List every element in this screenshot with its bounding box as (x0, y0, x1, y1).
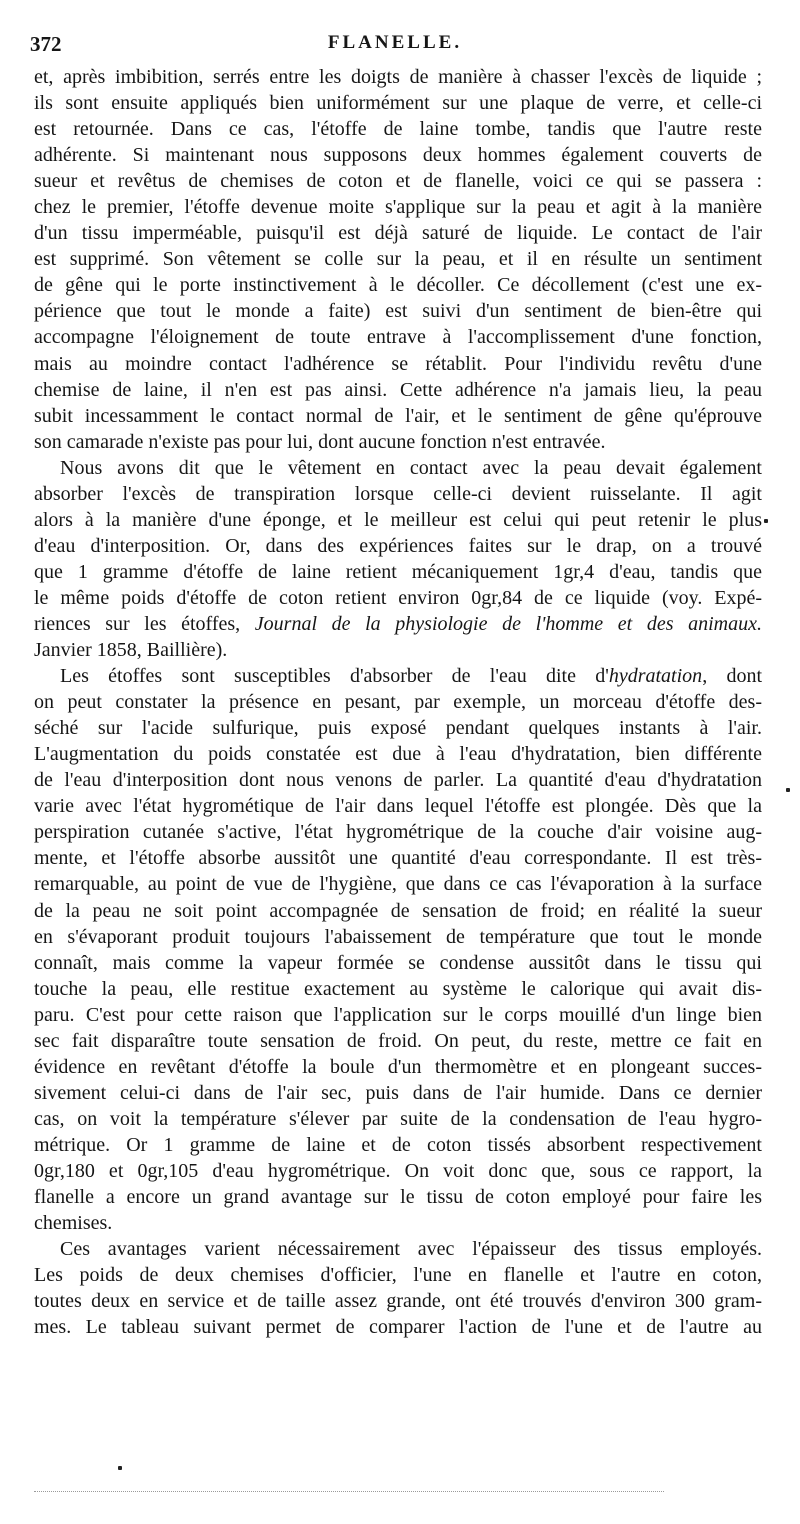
text-line: son camarade n'existe pas pour lui, dont aucune fonction n'est entravée. (34, 430, 606, 453)
text-line: d'eau d'interposition. Or, dans des expériences faites sur le drap, on a trouvé (34, 534, 762, 557)
hydratation-term: hydratation (608, 665, 703, 688)
text-line: mais au moindre contact l'adhérence se rétablit. Pour l'individu revêtu d'une (34, 352, 762, 375)
text-line: accompagne l'éloignement de toute entrave à l'accomplissement d'une fonction, (34, 326, 762, 349)
text-line: périence que tout le monde a faite) est suivi d'un sentiment de bien-être qui (34, 300, 762, 323)
paragraph-start: Ces avantages varient nécessairement avec l'épaisseur des tissus employés. (60, 1238, 762, 1261)
text-line: métrique. Or 1 gramme de laine et de coton tissés absorbent respectivement (34, 1133, 762, 1156)
text-line: en s'évaporant produit toujours l'abaissement de température que tout le monde (34, 925, 762, 948)
text-line: que 1 gramme d'étoffe de laine retient mécaniquement 1gr,4 d'eau, tandis que (34, 560, 762, 583)
text-line: varie avec l'état hygrométique de l'air dans lequel l'étoffe est plongée. Dès que la (34, 795, 762, 818)
text-line: mente, et l'étoffe absorbe aussitôt une quantité d'eau correspondante. Il est très- (34, 847, 762, 870)
text-line: L'augmentation du poids constatée est due à l'eau d'hydratation, bien différente (34, 743, 762, 766)
text-line: alors à la manière d'une éponge, et le meilleur est celui qui peut retenir le plus (34, 508, 762, 531)
page-number: 372 (30, 32, 62, 56)
text-line: sivement celui-ci dans de l'air sec, puis dans de l'air humide. Dans ce dernier (34, 1081, 762, 1104)
margin-mark (764, 519, 768, 523)
text-line: de la peau ne soit point accompagnée de sensation de froid; en réalité la sueur (34, 899, 762, 922)
footer-rule (34, 1491, 664, 1492)
text-fragment: Les étoffes sont susceptibles d'absorber de l'eau dite d' (60, 665, 609, 688)
text-line: on peut constater la présence en pesant, par exemple, un morceau d'étoffe des- (34, 691, 762, 714)
running-title: FLANELLE. (327, 32, 463, 53)
text-line-with-italic (34, 611, 762, 637)
text-line: d'un tissu imperméable, puisqu'il est déjà saturé de liquide. Le contact de l'air (34, 222, 762, 245)
text-line: toutes deux en service et de taille assez grande, ont été trouvés d'environ 300 gram- (34, 1290, 762, 1313)
text-line: touche la peau, elle restitue exactement au système le calorique qui avait dis- (34, 977, 762, 1000)
paragraph-start: Nous avons dit que le vêtement en contact avec la peau devait également (60, 456, 762, 479)
text-fragment: , dont (702, 665, 762, 688)
text-line: Les poids de deux chemises d'officier, l'une en flanelle et l'autre en coton, (34, 1264, 762, 1287)
text-fragment: riences sur les étoffes, (34, 612, 255, 635)
text-line: de l'eau d'interposition dont nous venons de parler. La quantité d'eau d'hydratation (34, 769, 762, 792)
text-line: paru. C'est pour cette raison que l'application sur le corps mouillé d'un linge bien (34, 1003, 762, 1026)
text-line: évidence en revêtant d'étoffe la boule d'un thermomètre et en plongeant succes- (34, 1055, 762, 1078)
text-line: et, après imbibition, serrés entre les doigts de manière à chasser l'excès de liquide ; (34, 66, 762, 88)
page-header (30, 32, 760, 60)
text-line: sec fait disparaître toute sensation de froid. On peut, du reste, mettre ce fait en (34, 1029, 762, 1052)
text-line: cas, on voit la température s'élever par suite de la condensation de l'eau hygro- (34, 1107, 762, 1130)
text-line: est supprimé. Son vêtement se colle sur la peau, et il en résulte un sentiment (34, 248, 762, 271)
margin-mark (786, 788, 790, 792)
text-line: Janvier 1858, Baillière). (34, 639, 228, 662)
paragraph-start (34, 663, 762, 689)
text-line: remarquable, au point de vue de l'hygiène, que dans ce cas l'évaporation à la surface (34, 873, 762, 896)
text-line: flanelle a encore un grand avantage sur le tissu de coton employé pour faire les (34, 1186, 762, 1209)
text-line: le même poids d'étoffe de coton retient environ 0gr,84 de ce liquide (voy. Expé- (34, 586, 762, 609)
text-line: chemises. (34, 1212, 113, 1235)
text-line: mes. Le tableau suivant permet de comparer l'action de l'une et de l'autre au (34, 1316, 762, 1339)
text-line: subit incessamment le contact normal de l'air, et le sentiment de gêne qu'éprouve (34, 404, 762, 427)
text-line: chez le premier, l'étoffe devenue moite s'applique sur la peau et agit à la manière (34, 196, 762, 219)
text-line: connaît, mais comme la vapeur formée se condense aussitôt dans le tissu qui (34, 951, 762, 974)
text-line: 0gr,180 et 0gr,105 d'eau hygrométrique. On voit donc que, sous ce rapport, la (34, 1159, 762, 1182)
text-line: ils sont ensuite appliqués bien uniformément sur une plaque de verre, et celle-ci (34, 92, 762, 115)
text-line: perspiration cutanée s'active, l'état hygrométrique de la couche d'air voisine aug- (34, 821, 762, 844)
text-line: est retournée. Dans ce cas, l'étoffe de laine tombe, tandis que l'autre reste (34, 118, 762, 141)
margin-mark (118, 1466, 122, 1470)
text-line: adhérente. Si maintenant nous supposons deux hommes également couverts de (34, 144, 762, 167)
text-line: absorber l'excès de transpiration lorsque celle-ci devient ruisselante. Il agit (34, 482, 762, 505)
text-line: sueur et revêtus de chemises de coton et de flanelle, voici ce qui se passera : (34, 170, 762, 193)
journal-title: Journal de la physiologie de l'homme et des animaux. (254, 612, 762, 635)
body-text (34, 64, 762, 1340)
text-line: de gêne qui le porte instinctivement à le décoller. Ce décollement (c'est une ex- (34, 274, 762, 297)
text-line: séché sur l'acide sulfurique, puis exposé pendant quelques instants à l'air. (34, 717, 762, 740)
text-line: chemise de laine, il n'en est pas ainsi. Cette adhérence n'a jamais lieu, la peau (34, 378, 762, 401)
